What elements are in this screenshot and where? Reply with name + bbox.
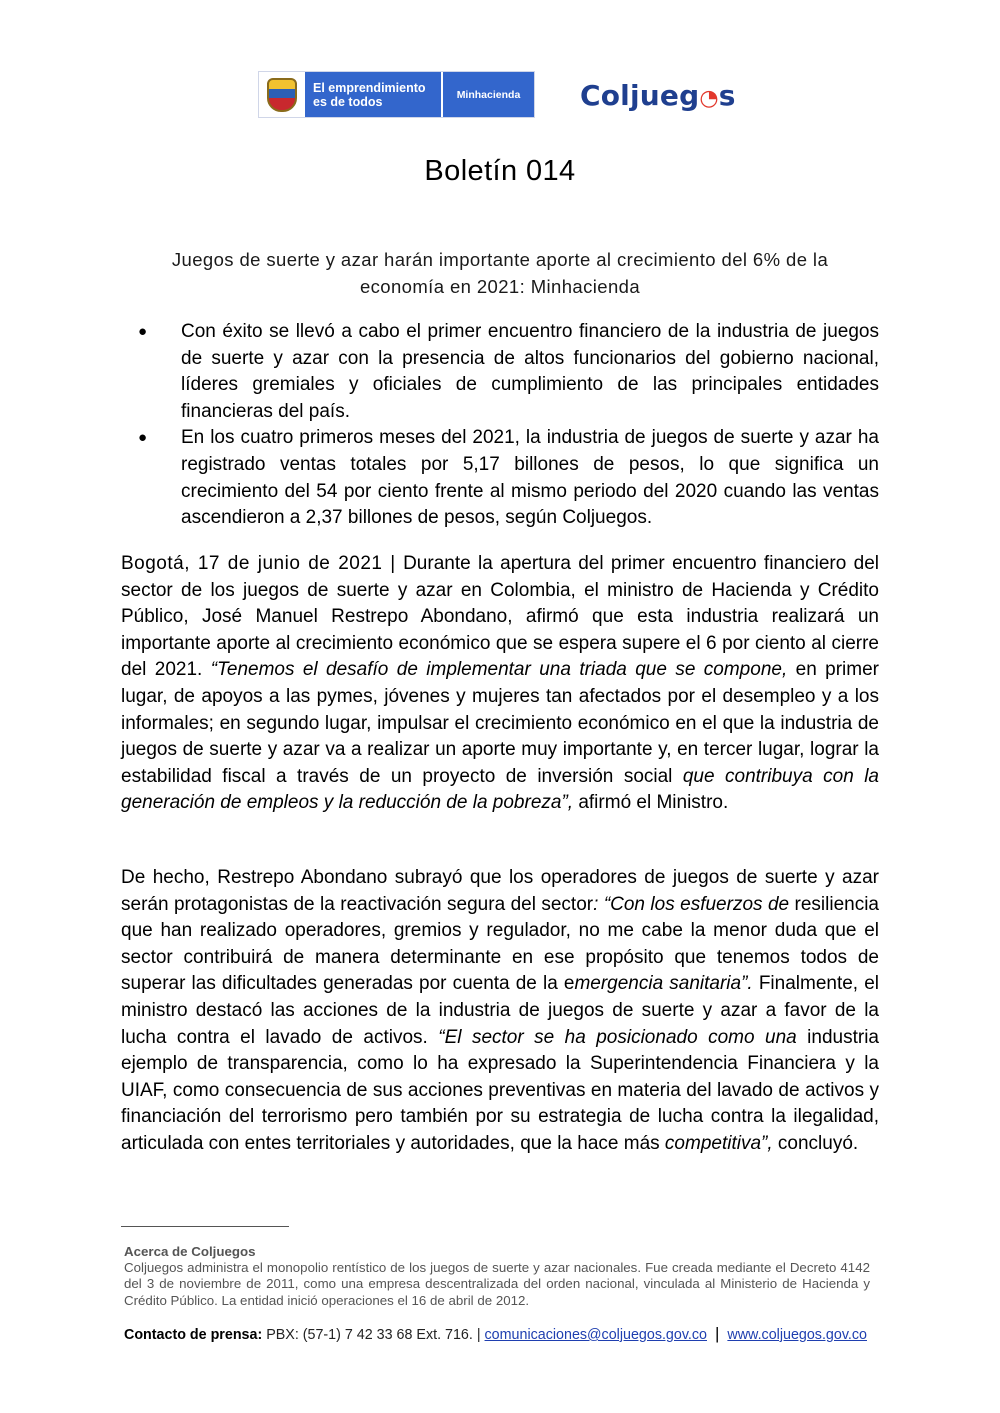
paragraph-text: industria ejemplo de transparencia, como lo ha expresado la Superintendencia Financiera y la UIAF, como consecuencia de sus acciones preventivas en materia del lavado de activos y financiación del terrorismo pero también por su estrategia de lucha contra la ilegalidad, articulada con entes territoriales y autoridades, que la hace más [121, 1026, 879, 1154]
coljuegos-swish-icon: ◔ [699, 86, 719, 111]
paragraph-text: De hecho, Restrepo Abondano subrayó que los operadores de juegos de suerte y azar serán protagonistas de la reactivación segura del sector [121, 867, 879, 915]
body-paragraph-1 [121, 551, 879, 817]
quote-text: mergencia sanitaria”. [574, 973, 753, 995]
contact-phone: PBX: (57-1) 7 42 33 68 Ext. 716. [262, 1327, 477, 1343]
footnote-body: Coljuegos administra el monopolio rentístico de los juegos de suerte y azar nacionales. Fue creada mediante el Decreto 4142 del 3 de noviembre de 2011, como una empresa descentralizada del orden nacional, vinculada al Ministerio de Hacienda y Crédito Público. La entidad inició operaciones el 16 de abril de 2012. [124, 1260, 870, 1308]
quote-text: : “Con los esfuerzos de [593, 893, 790, 915]
list-item-text: Con éxito se llevó a cabo el primer encuentro financiero de la industria de juegos de suerte y azar con la presencia de altos funcionarios del gobierno nacional, líderes gremiales y oficiales de cumplimiento de las principales entidades financieras del país. [181, 321, 879, 422]
dateline: Bogotá, 17 de junio de 2021 | [121, 553, 396, 574]
coljuegos-logo-text: Coljueg [580, 79, 700, 112]
footnote-divider [121, 1226, 289, 1227]
minhacienda-logo [258, 71, 535, 118]
list-item [130, 425, 879, 531]
website-link[interactable]: www.coljuegos.gov.co [727, 1327, 867, 1343]
contact-label: Contacto de prensa: [124, 1327, 263, 1343]
press-contact [124, 1324, 884, 1344]
bullet-icon: ● [138, 429, 148, 447]
footnote-heading: Acerca de Coljuegos [124, 1244, 256, 1259]
separator: | [714, 1324, 720, 1343]
slogan-line-1: El emprendimiento [313, 80, 426, 95]
quote-text: “El sector se ha posicionado como una [438, 1026, 797, 1048]
paragraph-text: concluyó. [772, 1132, 859, 1154]
bulletin-title: Boletín 014 [424, 155, 576, 187]
quote-text: “Tenemos el desafío de implementar una triada que se compone, [210, 659, 788, 681]
coljuegos-logo [580, 79, 736, 113]
quote-text: que contribuya con la generación de empleos y la reducción de la pobreza”, [121, 765, 879, 814]
paragraph-text: afirmó el Ministro. [573, 792, 729, 814]
ministry-name: Minhacienda [443, 72, 534, 117]
government-slogan [305, 72, 441, 117]
list-item-text: En los cuatro primeros meses del 2021, la industria de juegos de suerte y azar ha registrado ventas totales por 5,17 billones de pesos, lo que significa un crecimiento del 54 por ciento frente al mismo periodo del 2020 cuando las ventas ascendieron a 2,37 billones de pesos, según Coljuegos. [181, 427, 879, 529]
list-item [130, 319, 879, 425]
contact-email-link[interactable]: comunicaciones@coljuegos.gov.co [484, 1327, 707, 1343]
bullet-icon: ● [138, 323, 148, 340]
paragraph-text: resiliencia que han realizado operadores, gremios y regulador, no me cabe la menor duda que el sector contribuirá de manera determinante en ese propósito que tenemos todos de superar las dificultades generadas por cuenta de la e [121, 893, 880, 995]
body-paragraph-2 [121, 865, 879, 1158]
paragraph-text: Durante la apertura del primer encuentro financiero del sector de los juegos de suerte y azar en Colombia, el ministro de Hacienda y Crédito Público, José Manuel Restrepo Abondano, afirmó que esta industria realizará un importante aporte al crecimiento económico que se espera supere el 6 por ciento al cierre del 2021. [121, 553, 879, 681]
slogan-line-2: es de todos [313, 94, 383, 109]
separator: | [476, 1327, 481, 1343]
quote-text: competitiva”, [664, 1132, 773, 1154]
about-footnote [124, 1244, 870, 1309]
highlights-list [130, 319, 879, 532]
coljuegos-logo-text-end: s [718, 79, 736, 112]
coat-of-arms-icon [259, 72, 305, 117]
paragraph-text: Finalmente, el ministro destacó las acciones de la industria de juegos de suerte y azar a favor de la lucha contra el lavado de activos. [121, 973, 879, 1048]
bulletin-subtitle: Juegos de suerte y azar harán importante aporte al crecimiento del 6% de la economía en 2021: Minhacienda [171, 249, 829, 297]
paragraph-text: en primer lugar, de apoyos a las pymes, jóvenes y mujeres tan afectados por el desempleo y a los informales; en segundo lugar, impulsar el crecimiento económico en el que la industria de juegos de suerte y azar va a realizar un aporte muy importante y, en tercer lugar, lograr la estabilidad fiscal a través de un proyecto de inversión social [121, 659, 879, 787]
